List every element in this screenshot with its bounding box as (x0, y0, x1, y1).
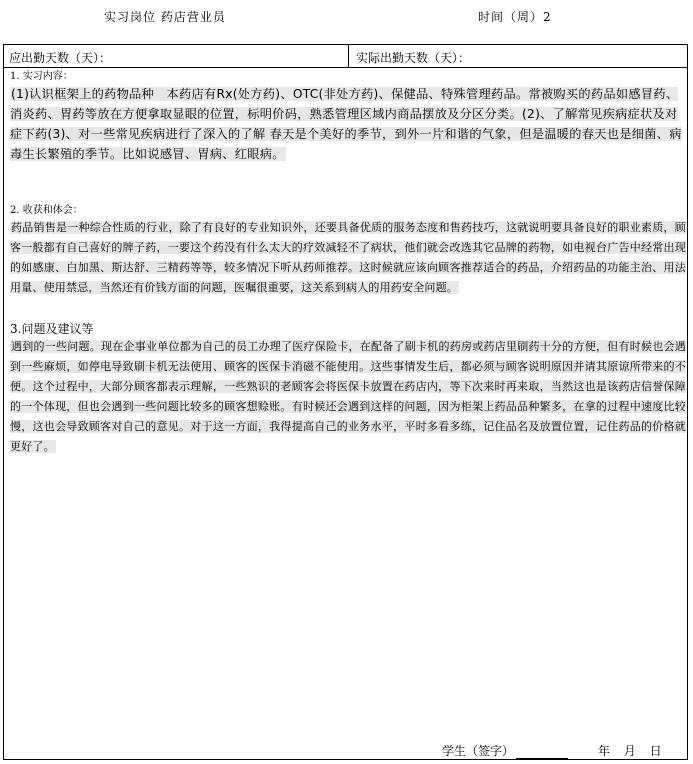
student-signature-label: 学生（签字） (442, 744, 515, 758)
signature-line[interactable] (516, 746, 568, 759)
issues-title: 3.问题及建议等 (10, 322, 94, 336)
signature-date: 年 月 日 (598, 744, 662, 758)
page-header (0, 0, 693, 28)
week-time: 时间（周）2 (478, 10, 552, 24)
issues-text: 遇到的一些问题。现在企事业单位都为自己的员工办理了医疗保险卡，在配备了刷卡机的药房或药店里刷药十分的方便，但有时候也会遇到一些麻烦，如停电导致刷卡机无法使用、顾客的医保卡消磁不能使用。这些事情发生后，都必须与顾客说明原因并请其原谅所带来的不便。这个过程中，大部分顾客都表示理解，一些熟识的老顾客会将医保卡放置在药店内，等下次来时再来取，当然这也是该药店信誉保障的一个体现，但也会遇到一些问题比较多的顾客想赊账。有时候还会遇到这样的问题，因为柜架上药品品种繁多，在拿的过程中速度比较慢，这也会导致顾客对自己的意见。对于这一方面，我得提高自己的业务水平，平时多看多练，记住品名及放置位置，记住药品的价格就更好了。 (10, 340, 686, 453)
signature-area (442, 742, 662, 759)
internship-position: 实习岗位 药店营业员 (104, 10, 226, 24)
issues-section (10, 321, 686, 457)
attendance-divider (348, 45, 349, 67)
gains-title: 2. 收获和体会： (10, 205, 83, 216)
content-title: 1. 实习内容： (10, 71, 73, 82)
attendance-row (4, 45, 687, 68)
actual-days-label: 实际出勤天数（天）： (356, 51, 471, 65)
report-frame (3, 44, 688, 760)
gains-section (10, 204, 686, 298)
internship-content-section (10, 70, 686, 164)
expected-days-label: 应出勤天数（天）： (9, 51, 112, 65)
gains-text: 药品销售是一种综合性质的行业，除了有良好的专业知识外，还要具备优质的服务态度和售药技巧，这就说明要具备良好的职业素质，顾客一般都有自己喜好的牌子药，一要这个药没有什么太大的疗效减轻不了病状，他们就会改选其它品牌的药物，如电视台广告中经常出现的如感康、白加黑、斯达舒、三精药等等，较多情况下听从药师推荐。这时候就应该向顾客推荐适合的药品，介绍药品的功能主治、用法用量、使用禁忌，当然还有价钱方面的问题，医嘱很重要，这关系到病人的用药安全问题。 (10, 221, 686, 294)
content-text: (1)认识框架上的药物品种 本药店有Rx(处方药)、OTC(非处方药)、保健品、特殊管理药品。常被购买的药品如感冒药、消炎药、胃药等放在方便拿取显眼的位置，标明价码，熟悉管理区域内商品摆放及分区分类。(2)、了解常见疾病症状及对症下药(3)、对一些常见疾病进行了深入的了解 春天是个美好的季节，到外一片和谐的气象，但是温暖的春天也是细菌、病毒生长繁殖的季节。比如说感冒、胃病、红眼病。 (10, 87, 682, 161)
